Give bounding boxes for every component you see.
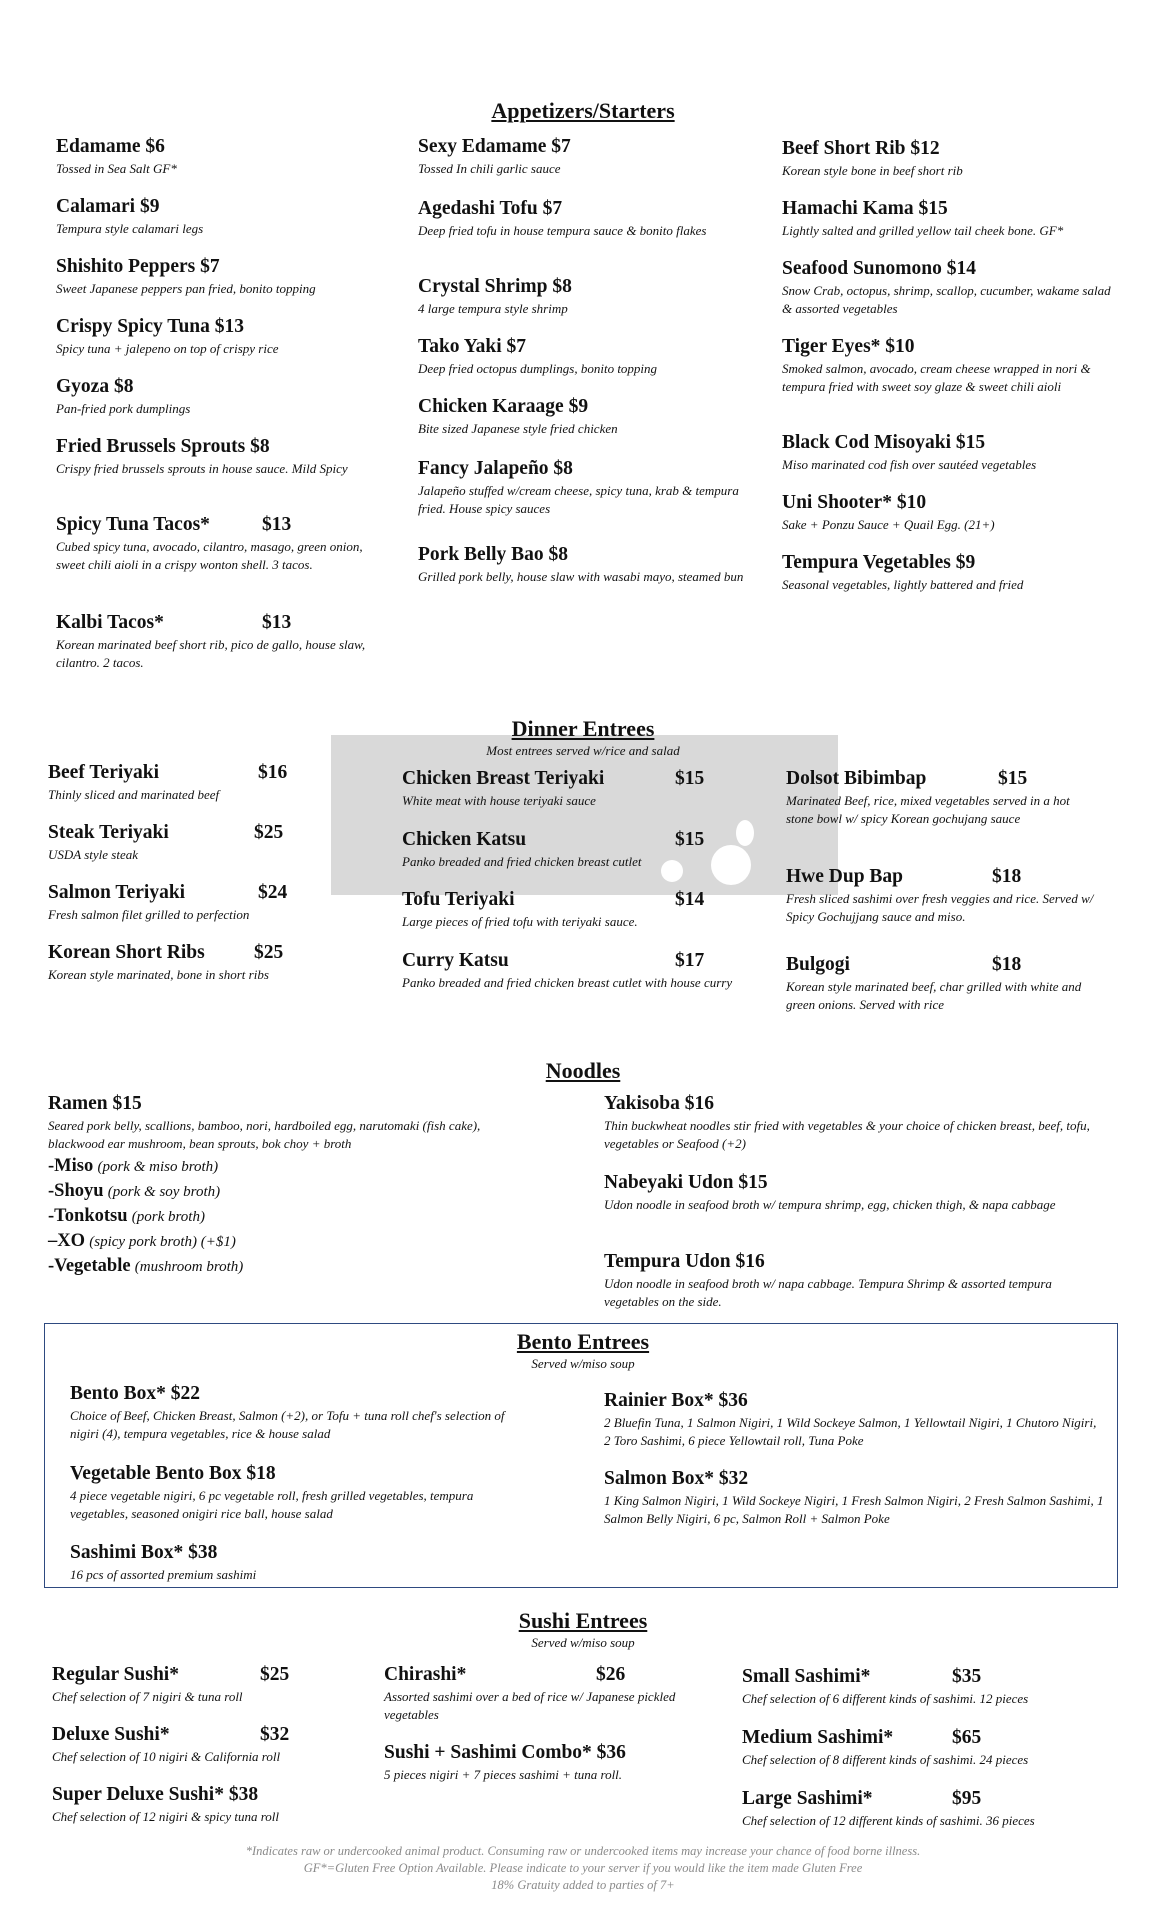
item-name: Salmon Box* $32 (604, 1468, 749, 1489)
item-desc: Sweet Japanese peppers pan fried, bonito topping (56, 281, 316, 296)
menu-item (48, 882, 348, 924)
item-price: $13 (262, 612, 292, 633)
menu-item (402, 889, 737, 931)
menu-item (52, 1664, 372, 1706)
bento-title: Bento Entrees (516, 1329, 650, 1354)
footer-gluten-note: GF*=Gluten Free Option Available. Please indicate to your server if you would like the item made Gluten Free (303, 1861, 863, 1875)
menu-item (742, 1666, 1122, 1708)
item-price: $18 (992, 954, 1022, 975)
item-price: $65 (952, 1727, 982, 1748)
sushi-subtitle: Served w/miso soup (531, 1635, 635, 1650)
item-price: $15 (675, 768, 705, 789)
item-name: Salmon Teriyaki (48, 882, 186, 903)
item-desc: Tossed In chili garlic sauce (418, 161, 561, 176)
menu-item (742, 1788, 1122, 1830)
item-name: Tiger Eyes* $10 (782, 336, 915, 357)
menu-item (56, 196, 376, 238)
item-name: Edamame $6 (56, 136, 165, 157)
item-price: $15 (675, 829, 705, 850)
item-name: Sexy Edamame $7 (418, 136, 571, 157)
item-desc: Assorted sashimi over a bed of rice w/ Japanese pickled vegetables (384, 1689, 676, 1722)
menu-item (786, 954, 1096, 1013)
item-price: $16 (258, 762, 288, 783)
footer-raw-warning: *Indicates raw or undercooked animal product. Consuming raw or undercooked items may increase your chance of food borne illness. (245, 1844, 921, 1858)
menu-item (70, 1542, 510, 1584)
item-price: $35 (952, 1666, 982, 1687)
item-price: $14 (675, 889, 705, 910)
item-desc: Korean style bone in beef short rib (782, 163, 963, 178)
menu-item (418, 458, 748, 517)
menu-item (56, 316, 376, 358)
dinner-subtitle: Most entrees served w/rice and salad (486, 743, 680, 758)
dinner-title: Dinner Entrees (511, 716, 655, 741)
item-price: $95 (952, 1788, 982, 1809)
item-desc: Bite sized Japanese style fried chicken (418, 421, 618, 436)
watermark-graphic (331, 735, 838, 895)
item-name: Nabeyaki Udon $15 (604, 1172, 768, 1193)
footer-note (0, 1843, 1166, 1894)
menu-item (70, 1463, 510, 1522)
item-desc: Panko breaded and fried chicken breast cutlet (402, 854, 642, 869)
menu-item (402, 768, 737, 810)
menu-item (782, 552, 1122, 594)
item-name: Rainier Box* $36 (604, 1390, 748, 1411)
menu-item (418, 336, 748, 378)
item-desc: Panko breaded and fried chicken breast cutlet with house curry (402, 975, 733, 990)
item-name: Sashimi Box* $38 (70, 1542, 218, 1563)
item-desc: Crispy fried brussels sprouts in house sauce. Mild Spicy (56, 461, 348, 476)
item-desc: Fresh sliced sashimi over fresh veggies and rice. Served w/ Spicy Gochujjang sauce and miso. (786, 891, 1094, 924)
ramen-variant: -Miso (pork & miso broth) (48, 1156, 219, 1176)
item-desc: USDA style steak (48, 847, 139, 862)
menu-item (604, 1390, 1104, 1449)
item-desc: 5 pieces nigiri + 7 pieces sashimi + tuna roll. (384, 1767, 623, 1782)
item-name: Spicy Tuna Tacos* (56, 514, 210, 535)
item-name: Fried Brussels Sprouts $8 (56, 436, 270, 457)
menu-item-ramen (48, 1093, 508, 1279)
item-name: Black Cod Misoyaki $15 (782, 432, 986, 453)
item-name: Curry Katsu (402, 950, 509, 971)
item-name: Super Deluxe Sushi* $38 (52, 1784, 259, 1805)
menu-item (70, 1383, 510, 1442)
item-desc: Smoked salmon, avocado, cream cheese wrapped in nori & tempura fried with sweet soy glaze & sweet chili aioli (782, 361, 1091, 394)
ramen-variant: –XO (spicy pork broth) (+$1) (48, 1231, 236, 1251)
item-desc: 1 King Salmon Nigiri, 1 Wild Sockeye Nigiri, 1 Fresh Salmon Nigiri, 2 Fresh Salmon Sashimi, 1 Salmon Belly Nigiri, 6 pc, Salmon Roll + Salmon Poke (604, 1493, 1104, 1526)
item-desc: Korean style marinated, bone in short ribs (48, 967, 269, 982)
item-price: $15 (998, 768, 1028, 789)
menu-item (402, 950, 737, 992)
item-name: Calamari $9 (56, 196, 160, 217)
menu-item (56, 376, 376, 418)
item-name: Hamachi Kama $15 (782, 198, 948, 219)
item-name: Tempura Vegetables $9 (782, 552, 976, 573)
item-desc: Chef selection of 10 nigiri & California roll (52, 1749, 281, 1764)
item-name: Tofu Teriyaki (402, 889, 515, 910)
item-desc: Chef selection of 12 different kinds of sashimi. 36 pieces (742, 1813, 1035, 1828)
item-price: $25 (254, 942, 284, 963)
menu-item (742, 1727, 1122, 1769)
menu-item (418, 396, 748, 438)
item-name: Uni Shooter* $10 (782, 492, 927, 513)
sushi-title: Sushi Entrees (518, 1608, 648, 1633)
item-name: Crystal Shrimp $8 (418, 276, 572, 297)
item-price: $26 (596, 1664, 626, 1685)
item-name: Small Sashimi* (742, 1666, 871, 1687)
item-desc: Chef selection of 12 nigiri & spicy tuna roll (52, 1809, 279, 1824)
menu-item (48, 762, 348, 804)
menu-item (56, 514, 376, 573)
menu-item (604, 1172, 1094, 1214)
item-name: Dolsot Bibimbap (786, 768, 927, 789)
item-desc: Thinly sliced and marinated beef (48, 787, 220, 802)
item-name: Medium Sashimi* (742, 1727, 894, 1748)
item-name: Hwe Dup Bap (786, 866, 904, 887)
ramen-variants (48, 1154, 508, 1279)
item-desc: Korean marinated beef short rib, pico de gallo, house slaw, cilantro. 2 tacos. (56, 637, 366, 670)
item-desc: Large pieces of fried tofu with teriyaki sauce. (402, 914, 638, 929)
item-price: $32 (260, 1724, 290, 1745)
item-name: Chicken Karaage $9 (418, 396, 589, 417)
item-desc: Marinated Beef, rice, mixed vegetables served in a hot stone bowl w/ spicy Korean gochujang sauce (786, 793, 1070, 826)
item-name: Kalbi Tacos* (56, 612, 164, 633)
item-name: Yakisoba $16 (604, 1093, 714, 1114)
item-name: Sushi + Sashimi Combo* $36 (384, 1742, 626, 1763)
ramen-variant: -Shoyu (pork & soy broth) (48, 1181, 221, 1201)
item-name: Ramen $15 (48, 1093, 142, 1114)
item-name: Bento Box* $22 (70, 1383, 201, 1404)
menu-item (604, 1468, 1104, 1527)
item-name: Tempura Udon $16 (604, 1251, 765, 1272)
footer-gratuity-note: 18% Gratuity added to parties of 7+ (491, 1878, 675, 1892)
item-desc: Udon noodle in seafood broth w/ tempura shrimp, egg, chicken thigh, & napa cabbage (604, 1197, 1056, 1212)
menu-item (48, 822, 348, 864)
item-desc: 4 piece vegetable nigiri, 6 pc vegetable roll, fresh grilled vegetables, tempura vegetables, seasoned onigiri rice ball, house salad (70, 1488, 474, 1521)
item-desc: 2 Bluefin Tuna, 1 Salmon Nigiri, 1 Wild Sockeye Salmon, 1 Yellowtail Nigiri, 1 Chutoro Nigiri, 2 Toro Sashimi, 6 piece Yellowtail roll, Tuna Poke (604, 1415, 1097, 1448)
item-desc: Seasonal vegetables, lightly battered and fried (782, 577, 1024, 592)
item-name: Beef Short Rib $12 (782, 138, 940, 159)
menu-item (782, 138, 1122, 180)
menu-item (782, 492, 1122, 534)
menu-item (52, 1784, 372, 1826)
menu-item (786, 866, 1096, 925)
menu-item (418, 276, 748, 318)
item-desc: Pan-fried pork dumplings (56, 401, 191, 416)
item-name: Steak Teriyaki (48, 822, 169, 843)
item-price: $25 (254, 822, 284, 843)
item-name: Crispy Spicy Tuna $13 (56, 316, 245, 337)
item-desc: Snow Crab, octopus, shrimp, scallop, cucumber, wakame salad & assorted vegetables (782, 283, 1111, 316)
item-desc: Sake + Ponzu Sauce + Quail Egg. (21+) (782, 517, 995, 532)
appetizers-title: Appetizers/Starters (491, 98, 675, 123)
item-desc: 16 pcs of assorted premium sashimi (70, 1567, 257, 1582)
item-name: Deluxe Sushi* (52, 1724, 170, 1745)
item-name: Chicken Katsu (402, 829, 527, 850)
item-desc: Deep fried tofu in house tempura sauce & bonito flakes (418, 223, 707, 238)
item-name: Chicken Breast Teriyaki (402, 768, 605, 789)
item-desc: Chef selection of 6 different kinds of sashimi. 12 pieces (742, 1691, 1029, 1706)
item-price: $18 (992, 866, 1022, 887)
menu-item (604, 1093, 1094, 1152)
menu-item (384, 1664, 704, 1723)
menu-item (56, 136, 376, 178)
item-desc: Udon noodle in seafood broth w/ napa cabbage. Tempura Shrimp & assorted tempura vegetables on the side. (604, 1276, 1052, 1309)
item-name: Regular Sushi* (52, 1664, 179, 1685)
menu-item (418, 198, 748, 240)
item-name: Korean Short Ribs (48, 942, 205, 963)
item-name: Fancy Jalapeño $8 (418, 458, 573, 479)
item-desc: Lightly salted and grilled yellow tail cheek bone. GF* (782, 223, 1064, 238)
item-price: $25 (260, 1664, 290, 1685)
item-price: $17 (675, 950, 705, 971)
item-desc: Korean style marinated beef, char grilled with white and green onions. Served with rice (786, 979, 1082, 1012)
item-desc: Seared pork belly, scallions, bamboo, nori, hardboiled egg, narutomaki (fish cake), blackwood ear mushroom, bean sprouts, bok choy + broth (48, 1118, 481, 1151)
item-name: Large Sashimi* (742, 1788, 873, 1809)
menu-item (786, 768, 1096, 827)
menu-item (384, 1742, 704, 1784)
item-price: $24 (258, 882, 288, 903)
item-name: Seafood Sunomono $14 (782, 258, 976, 279)
item-name: Shishito Peppers $7 (56, 256, 220, 277)
item-name: Pork Belly Bao $8 (418, 544, 569, 565)
menu-item (604, 1251, 1094, 1310)
item-desc: 4 large tempura style shrimp (418, 301, 568, 316)
noodles-title: Noodles (545, 1058, 621, 1083)
menu-item (52, 1724, 372, 1766)
item-name: Tako Yaki $7 (418, 336, 527, 357)
item-desc: Miso marinated cod fish over sautéed vegetables (782, 457, 1037, 472)
item-desc: Grilled pork belly, house slaw with wasabi mayo, steamed bun (418, 569, 744, 584)
item-desc: Choice of Beef, Chicken Breast, Salmon (+2), or Tofu + tuna roll chef's selection of nigiri (4), tempura vegetables, rice & house salad (70, 1408, 505, 1441)
item-name: Chirashi* (384, 1664, 467, 1685)
watermark-shape (736, 820, 754, 846)
bento-subtitle: Served w/miso soup (531, 1356, 635, 1371)
menu-item (418, 136, 748, 178)
ramen-variant: -Vegetable (mushroom broth) (48, 1256, 244, 1276)
item-desc: Tempura style calamari legs (56, 221, 204, 236)
item-name: Vegetable Bento Box $18 (70, 1463, 276, 1484)
menu-item (56, 612, 376, 671)
item-desc: Chef selection of 7 nigiri & tuna roll (52, 1689, 243, 1704)
item-desc: Tossed in Sea Salt GF* (56, 161, 177, 176)
item-desc: Spicy tuna + jalepeno on top of crispy rice (56, 341, 279, 356)
item-desc: Fresh salmon filet grilled to perfection (48, 907, 250, 922)
menu-item (782, 432, 1122, 474)
item-name: Gyoza $8 (56, 376, 134, 397)
item-desc: Cubed spicy tuna, avocado, cilantro, masago, green onion, sweet chili aioli in a crispy wonton shell. 3 tacos. (56, 539, 363, 572)
menu-item (402, 829, 737, 871)
menu-item (782, 258, 1122, 317)
menu-item (418, 544, 748, 586)
item-name: Agedashi Tofu $7 (418, 198, 563, 219)
menu-item (48, 942, 348, 984)
item-name: Bulgogi (786, 954, 850, 975)
item-price: $13 (262, 514, 292, 535)
item-desc: Chef selection of 8 different kinds of sashimi. 24 pieces (742, 1752, 1029, 1767)
menu-item (782, 336, 1122, 395)
menu-item (56, 436, 376, 478)
item-desc: Jalapeño stuffed w/cream cheese, spicy tuna, krab & tempura fried. House spicy sauces (418, 483, 739, 516)
item-desc: Deep fried octopus dumplings, bonito topping (418, 361, 658, 376)
item-desc: White meat with house teriyaki sauce (402, 793, 596, 808)
item-name: Beef Teriyaki (48, 762, 160, 783)
menu-item (782, 198, 1122, 240)
menu-item (56, 256, 376, 298)
ramen-variant: -Tonkotsu (pork broth) (48, 1206, 205, 1226)
item-desc: Thin buckwheat noodles stir fried with vegetables & your choice of chicken breast, beef, tofu, vegetables or Seafood (+2) (604, 1118, 1090, 1151)
